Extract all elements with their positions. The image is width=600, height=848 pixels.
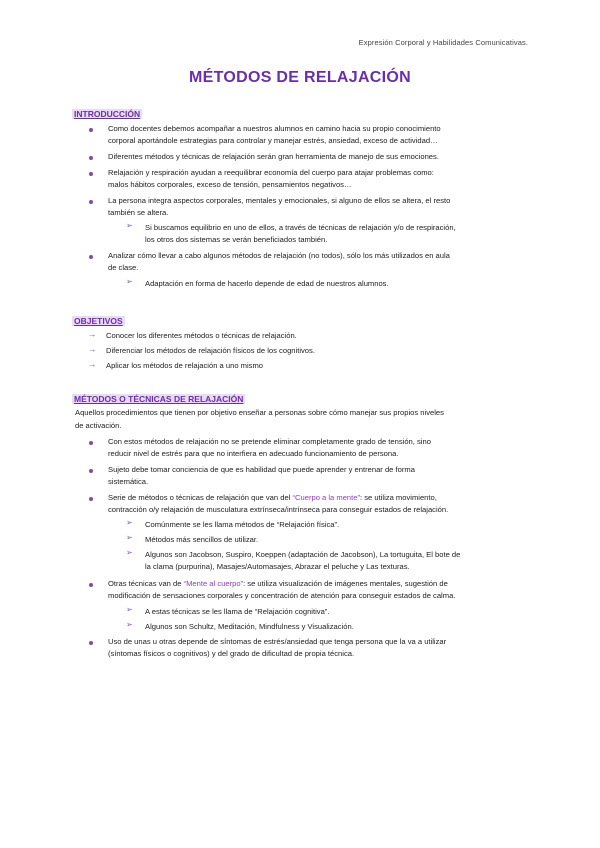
sub-bullet-arrow-icon: ➢ (126, 221, 133, 230)
intro-sub-1-line-2: los otros dos sistemas se verán beneficiados también. (145, 235, 328, 244)
objective-arrow-icon: → (88, 359, 97, 369)
intro-bullet-1-line-2: corporal aportándole estrategias para controlar y manejar estrés, ansiedad, exceso de actividad… (108, 136, 438, 145)
methods-bullet-3-text: Serie de métodos o técnicas de relajación que van del (108, 493, 293, 502)
methods-bullet-4-text-post: : se utiliza visualización de imágenes mentales, sugestión de (243, 579, 448, 588)
methods-bullet-4-text: Otras técnicas van de (108, 579, 184, 588)
methods-sub-4: A estas técnicas se les llama de “Relajación cognitiva”. (145, 607, 330, 616)
section-heading-introduccion: INTRODUCCIÓN (74, 109, 141, 119)
bullet-icon (89, 641, 93, 645)
objective-3: Aplicar los métodos de relajación a uno mismo (106, 361, 264, 370)
sub-bullet-arrow-icon: ➢ (126, 533, 133, 542)
bullet-icon (89, 469, 93, 473)
bullet-icon (89, 156, 93, 160)
section-heading-objetivos: OBJETIVOS (74, 316, 123, 326)
methods-bullet-2-line-2: sistemática. (108, 477, 149, 486)
methods-sub-1: Comúnmente se les llama métodos de “Relajación física”. (145, 520, 340, 529)
intro-sub-2: Adaptación en forma de hacerlo depende de edad de nuestros alumnos. (145, 279, 389, 288)
intro-sub-1-line-1: Si buscamos equilibrio en uno de ellos, a través de técnicas de relajación y/o de respiración, (145, 223, 456, 232)
methods-sub-3-line-2: la clama (purpurina), Masajes/Automasajes, Abrazar el peluche y Las texturas. (145, 562, 410, 571)
intro-bullet-3-line-2: malos hábitos corporales, exceso de tensión, pensamientos negativos… (108, 180, 352, 189)
intro-bullet-5-line-2: de clase. (108, 263, 139, 272)
section-heading-metodos: MÉTODOS O TÉCNICAS DE RELAJACIÓN (74, 394, 244, 404)
methods-intro-line-1: Aquellos procedimientos que tienen por objetivo enseñar a personas sobre cómo manejar sus propios niveles (75, 408, 444, 417)
sub-bullet-arrow-icon: ➢ (126, 277, 133, 286)
bullet-icon (89, 497, 93, 501)
page-title: MÉTODOS DE RELAJACIÓN (188, 69, 412, 86)
methods-bullet-3-line-2: contracción o/y relajación de musculatura extrínseca/intrínseca para conseguir estados de relajación. (108, 505, 449, 514)
methods-bullet-4-line-1 (108, 578, 448, 590)
bullet-icon (89, 128, 93, 132)
objective-2: Diferenciar los métodos de relajación físicos de los cognitivos. (106, 346, 315, 355)
sub-bullet-arrow-icon: ➢ (126, 518, 133, 527)
intro-bullet-5-line-1: Analizar cómo llevar a cabo algunos métodos de relajación (no todos), sólo los más utilizados en aula (108, 251, 450, 260)
methods-bullet-5-line-1: Uso de unas u otras depende de síntomas de estrés/ansiedad que tenga persona que la va a utilizar (108, 637, 447, 646)
bullet-icon (89, 172, 93, 176)
sub-bullet-arrow-icon: ➢ (126, 548, 133, 557)
intro-bullet-3-line-1: Relajación y respiración ayudan a reequilibrar economía del cuerpo para atajar problemas como: (108, 168, 434, 177)
cuerpo-a-la-mente-highlight: “Cuerpo a la mente” (292, 493, 361, 502)
bullet-icon (89, 583, 93, 587)
intro-bullet-2: Diferentes métodos y técnicas de relajación serán gran herramienta de manejo de sus emociones. (108, 152, 439, 161)
intro-bullet-1-line-1: Como docentes debemos acompañar a nuestros alumnos en camino hacia su propio conocimiento (108, 124, 441, 133)
sub-bullet-arrow-icon: ➢ (126, 620, 133, 629)
methods-bullet-2-line-1: Sujeto debe tomar conciencia de que es habilidad que puede aprender y entrenar de forma (108, 465, 415, 474)
methods-bullet-5-line-2: (síntomas físicos o cognitivos) y del grado de dificultad de propia técnica. (108, 649, 355, 658)
methods-sub-3-line-1: Algunos son Jacobson, Suspiro, Koeppen (adaptación de Jacobson), La tortuguita, El bote de (145, 550, 461, 559)
intro-bullet-4-line-1: La persona integra aspectos corporales, mentales y emocionales, si alguno de ellos se altera, el resto (108, 196, 451, 205)
objective-arrow-icon: → (88, 329, 97, 339)
intro-bullet-4-line-2: también se altera. (108, 208, 169, 217)
bullet-icon (89, 441, 93, 445)
methods-bullet-4-line-2: modificación de sensaciones corporales y concentración de atención para conseguir estados de calma. (108, 591, 456, 600)
course-header: Expresión Corporal y Habilidades Comunicativas. (358, 38, 528, 47)
objective-1: Conocer los diferentes métodos o técnicas de relajación. (106, 331, 297, 340)
objective-arrow-icon: → (88, 344, 97, 354)
methods-bullet-3-text-post: : se utiliza movimiento, (360, 493, 437, 502)
methods-bullet-1-line-1: Con estos métodos de relajación no se pretende eliminar completamente grado de tensión, sino (108, 437, 431, 446)
methods-sub-2: Métodos más sencillos de utilizar. (145, 535, 259, 544)
bullet-icon (89, 200, 93, 204)
methods-bullet-3-line-1 (108, 492, 437, 504)
sub-bullet-arrow-icon: ➢ (126, 605, 133, 614)
methods-intro-line-2: de activación. (75, 421, 122, 430)
methods-sub-5: Algunos son Schultz, Meditación, Mindfulness y Visualización. (145, 622, 354, 631)
bullet-icon (89, 255, 93, 259)
methods-bullet-1-line-2: reducir nivel de estrés para que no interfiera en adecuado funcionamiento de persona. (108, 449, 399, 458)
mente-al-cuerpo-highlight: “Mente al cuerpo” (183, 579, 244, 588)
